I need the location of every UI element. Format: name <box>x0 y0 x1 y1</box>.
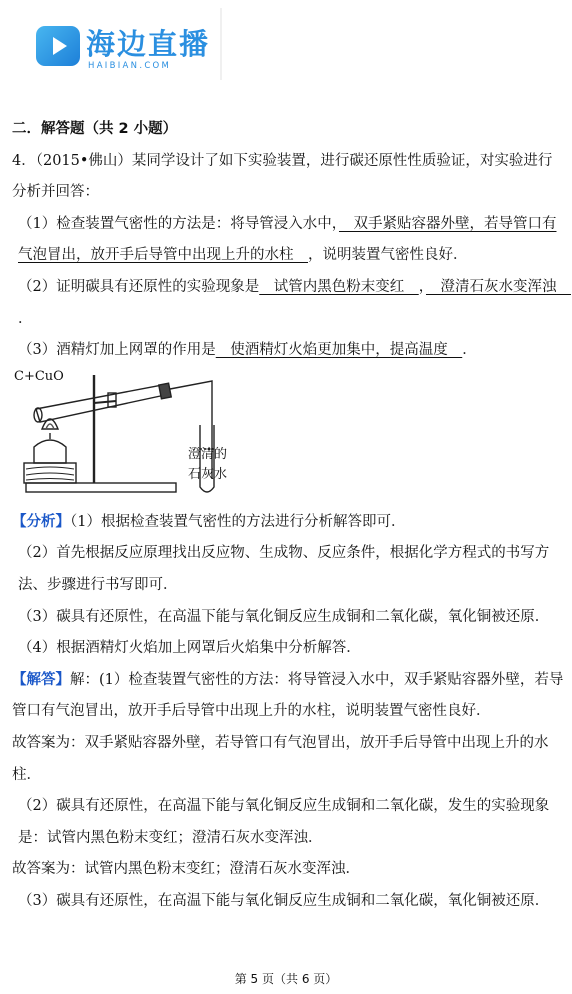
label-limewater-1: 澄清的 <box>188 446 228 462</box>
document-body <box>12 114 571 917</box>
logo-divider <box>220 8 222 80</box>
q3-suffix: ． <box>462 342 477 359</box>
delivery-tube <box>170 381 212 479</box>
apparatus-figure <box>12 367 564 507</box>
play-icon <box>36 26 80 66</box>
solution-p2: 故答案为：双手紧贴容器外壁，若导管口有气泡冒出，放开手后导管中出现上升的水柱． <box>12 734 549 783</box>
analysis-p4: （4）根据酒精灯火焰加上网罩后火焰集中分析解答． <box>18 640 361 657</box>
q2-answer-2: 澄清石灰水变浑浊 <box>425 278 571 295</box>
q1-suffix: ，说明装置气密性良好． <box>308 247 468 264</box>
question-part-2 <box>12 272 571 335</box>
analysis-tag: 【分析】 <box>12 513 70 530</box>
analysis-p2: （2）首先根据反应原理找出反应物、生成物、反应条件，根据化学方程式的书写方法、步骤进行书写即可． <box>18 545 550 593</box>
q3-answer: 使酒精灯火焰更加集中，提高温度 <box>215 342 463 359</box>
solution-p3: （2）碳具有还原性，在高温下能与氧化铜反应生成铜和二氧化碳，发生的实验现象是：试管内黑色粉末变红；澄清石灰水变浑浊． <box>18 798 550 846</box>
stand-base <box>26 483 176 492</box>
q1-answer: 双手紧贴容器外壁，若导管口有气泡冒出，放开手后导管中出现上升的水柱 <box>18 215 557 264</box>
q3-prefix: （3）酒精灯加上网罩的作用是 <box>18 342 216 359</box>
q2-prefix: （2）证明碳具有还原性的实验现象是 <box>18 278 260 295</box>
test-tube <box>36 385 165 422</box>
q2-suffix: ． <box>18 310 33 327</box>
section-title: 二．解答题（共 2 小题） <box>12 121 178 137</box>
brand-name-cn: 海边直播 <box>86 27 211 61</box>
solution-p5: （3）碳具有还原性，在高温下能与氧化铜反应生成铜和二氧化碳，氧化铜被还原． <box>18 892 550 909</box>
apparatus-drawing <box>12 367 564 507</box>
analysis-p3: （3）碳具有还原性，在高温下能与氧化铜反应生成铜和二氧化碳，氧化铜被还原． <box>18 608 550 625</box>
stopper <box>159 383 171 399</box>
label-reactant: C+CuO <box>14 368 64 384</box>
solution-p4: 故答案为：试管内黑色粉末变红；澄清石灰水变浑浊． <box>12 861 360 878</box>
analysis-p1 <box>12 507 564 539</box>
q2-answer-1: 试管内黑色粉末变红 <box>259 278 419 295</box>
page-footer: 第 5 页（共 6 页） <box>234 972 338 986</box>
analysis-text-1: （1）根据检查装置气密性的方法进行分析解答即可． <box>70 513 406 530</box>
solution-p1 <box>12 665 564 728</box>
alcohol-lamp <box>34 440 66 463</box>
q1-prefix: （1）检查装置气密性的方法是：将导管浸入水中， <box>18 215 339 232</box>
q2-separator: ， <box>418 278 426 295</box>
question-part-1 <box>12 209 564 272</box>
label-limewater-2: 石灰水 <box>188 466 228 482</box>
brand-name-en: HAIBIAN.COM <box>88 61 172 71</box>
question-part-3 <box>12 335 564 367</box>
clamp-arm <box>94 401 116 403</box>
solution-text-1: 解：(1）检查装置气密性的方法：将导管浸入水中，双手紧贴容器外壁，若导管口有气泡冒出，放开手后导管中出现上升的水柱，说明装置气密性良好． <box>12 671 564 720</box>
solution-tag: 【解答】 <box>12 671 70 688</box>
brand-logo <box>36 22 224 78</box>
question-stem: 4．（2015•佛山）某同学设计了如下实验装置，进行碳还原性性质验证，对实验进行分析并回答： <box>12 152 553 201</box>
